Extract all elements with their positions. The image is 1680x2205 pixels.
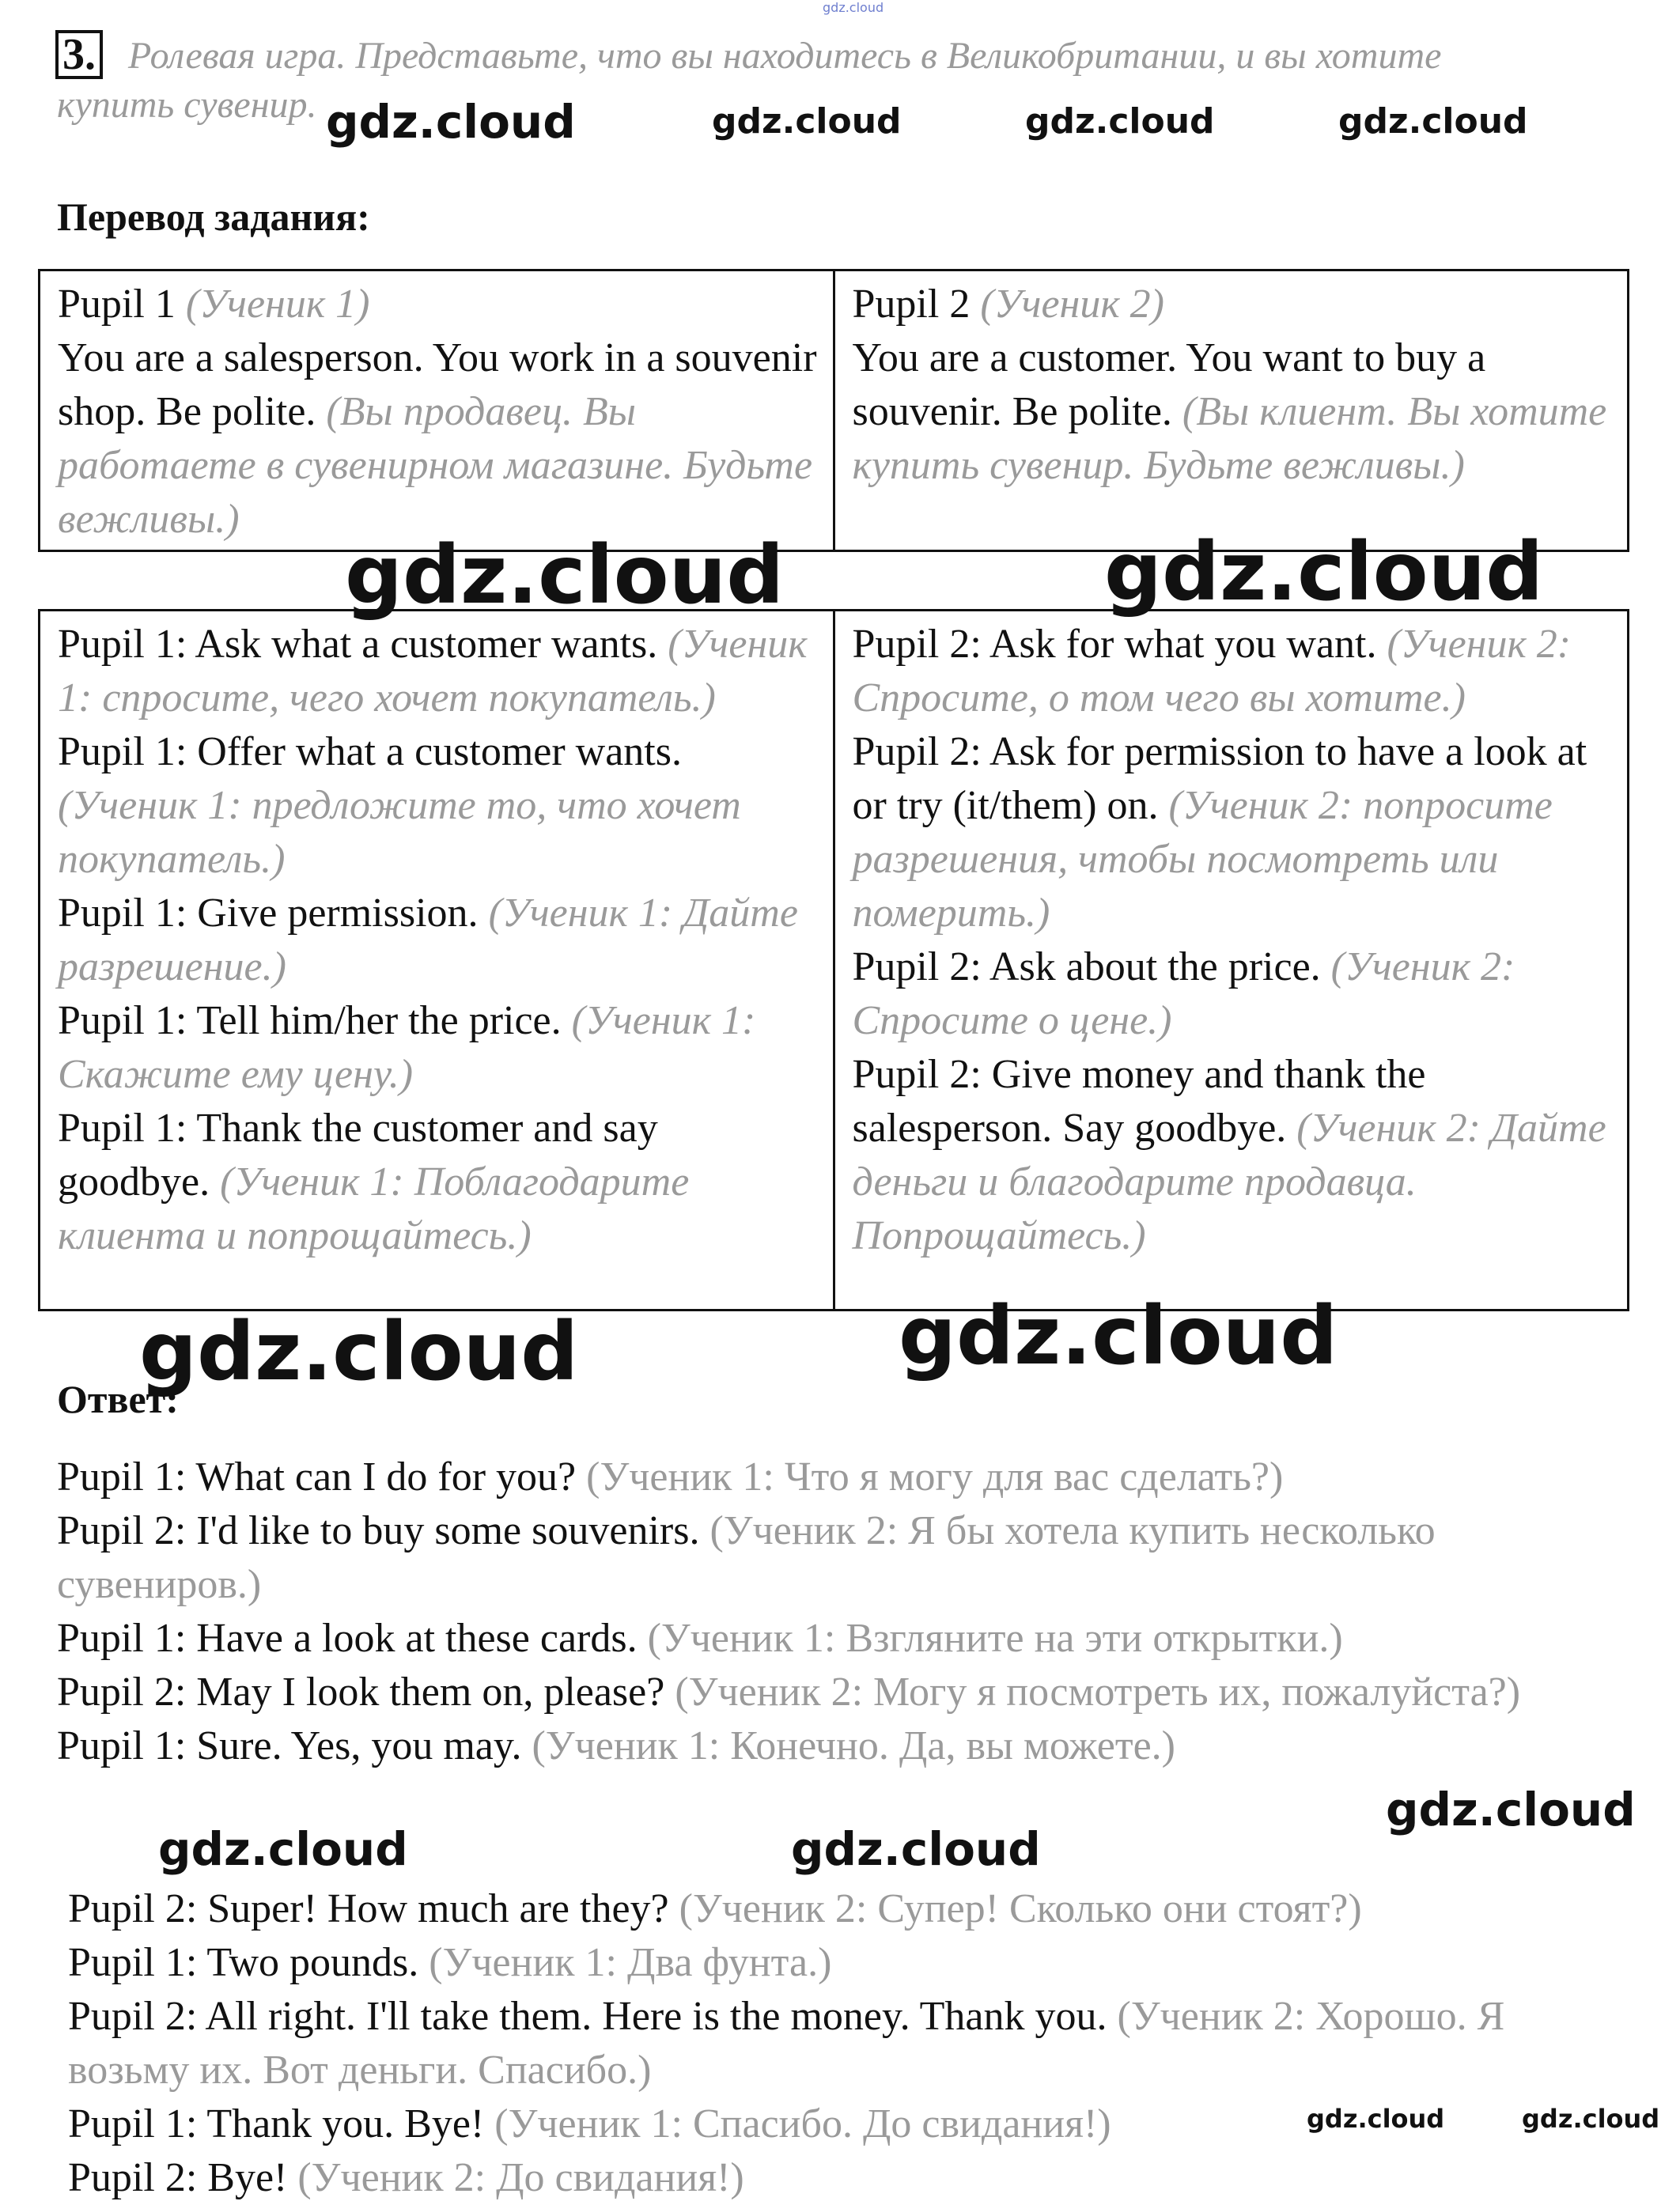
answer-line: Pupil 1: Thank you. Bye! (Ученик 1: Спасибо. До свидания!) <box>68 2101 1111 2146</box>
steps-pupil-1 <box>40 611 834 1311</box>
step-item: Pupil 1: Ask what a customer wants. (Ученик 1: спросите, чего хочет покупатель.) <box>58 622 808 721</box>
step-item: Pupil 1: Thank the customer and say goodbye. (Ученик 1: Поблагодарите клиента и попрощайтесь.) <box>58 1106 690 1258</box>
roles-table <box>38 269 1629 552</box>
role-pupil-2 <box>834 270 1629 551</box>
watermark: gdz.cloud <box>1104 525 1544 619</box>
step-item: Pupil 1: Tell him/her the price. (Ученик 1: Скажите ему цену.) <box>58 998 756 1097</box>
watermark: gdz.cloud <box>1025 101 1215 142</box>
role-title-ru: (Ученик 1) <box>185 282 370 327</box>
answer-line: Pupil 1: Have a look at these cards. (Ученик 1: Взгляните на эти открытки.) <box>57 1616 1343 1661</box>
watermark: gdz.cloud <box>823 0 884 15</box>
answer-title: Ответ: <box>57 1377 179 1421</box>
watermark: gdz.cloud <box>712 101 902 142</box>
watermark: gdz.cloud <box>1307 2104 1445 2134</box>
answer-line: Pupil 2: Super! How much are they? (Ученик 2: Супер! Сколько они стоят?) <box>68 1886 1362 1931</box>
step-item: Pupil 2: Give money and thank the salesperson. Say goodbye. (Ученик 2: Дайте деньги и благодарите продавца. Попрощайтесь.) <box>852 1052 1606 1258</box>
role-text: You are a salesperson. You work in a souvenir shop. Be polite. <box>58 335 817 434</box>
answers-block-2 <box>68 1882 1634 2205</box>
watermark: gdz.cloud <box>899 1289 1338 1383</box>
watermark: gdz.cloud <box>158 1822 408 1876</box>
role-title-ru: (Ученик 2) <box>980 282 1164 327</box>
translation-title: Перевод задания: <box>57 195 370 239</box>
role-pupil-1 <box>40 270 834 551</box>
answer-line: Pupil 2: All right. I'll take them. Here is the money. Thank you. (Ученик 2: Хорошо. Я возьму их. Вот деньги. Спасибо.) <box>68 1994 1505 2093</box>
role-text-ru: (Вы продавец. Вы работаете в сувенирном магазине. Будьте вежливы.) <box>58 389 813 542</box>
answer-line: Pupil 2: Bye! (Ученик 2: До свидания!) <box>68 2155 744 2200</box>
step-item: Pupil 1: Give permission. (Ученик 1: Дайте разрешение.) <box>58 891 798 989</box>
answer-line: Pupil 1: What can I do for you? (Ученик 1: Что я могу для вас сделать?) <box>57 1454 1284 1500</box>
step-item: Pupil 2: Ask for permission to have a look at or try (it/them) on. (Ученик 2: попросите разрешения, чтобы посмотреть или померить.) <box>852 729 1587 936</box>
role-text-ru: (Вы клиент. Вы хотите купить сувенир. Будьте вежливы.) <box>852 389 1607 488</box>
answer-line: Pupil 2: May I look them on, please? (Ученик 2: Могу я посмотреть их, пожалуйста?) <box>57 1670 1521 1715</box>
step-item: Pupil 2: Ask for what you want. (Ученик 2: Спросите, о том чего вы хотите.) <box>852 622 1572 721</box>
watermark: gdz.cloud <box>326 95 576 149</box>
task-number: 3. <box>55 30 103 79</box>
watermark: gdz.cloud <box>1522 2104 1660 2134</box>
watermark: gdz.cloud <box>1338 101 1528 142</box>
answers-block-1 <box>57 1450 1623 1773</box>
steps-pupil-2 <box>834 611 1629 1311</box>
role-text: You are a customer. You want to buy a souvenir. Be polite. <box>852 335 1486 434</box>
watermark: gdz.cloud <box>139 1305 579 1399</box>
watermark: gdz.cloud <box>791 1822 1041 1876</box>
step-item: Pupil 2: Ask about the price. (Ученик 2: Спросите о цене.) <box>852 944 1515 1043</box>
watermark: gdz.cloud <box>1386 1783 1636 1836</box>
step-item: Pupil 1: Offer what a customer wants. (Ученик 1: предложите то, что хочет покупатель.) <box>58 729 741 882</box>
role-title: Pupil 1 <box>58 282 176 327</box>
watermark: gdz.cloud <box>345 528 785 622</box>
answer-line: Pupil 1: Sure. Yes, you may. (Ученик 1: Конечно. Да, вы можете.) <box>57 1723 1175 1768</box>
answer-line: Pupil 1: Two pounds. (Ученик 1: Два фунта.) <box>68 1940 832 1985</box>
task-instruction: Ролевая игра. Представьте, что вы находитесь в Великобритании, и вы хотите купить сувенир. <box>57 35 1442 126</box>
answer-line: Pupil 2: I'd like to buy some souvenirs. (Ученик 2: Я бы хотела купить несколько сувениров.) <box>57 1508 1436 1607</box>
role-title: Pupil 2 <box>852 282 971 327</box>
steps-table <box>38 609 1629 1311</box>
